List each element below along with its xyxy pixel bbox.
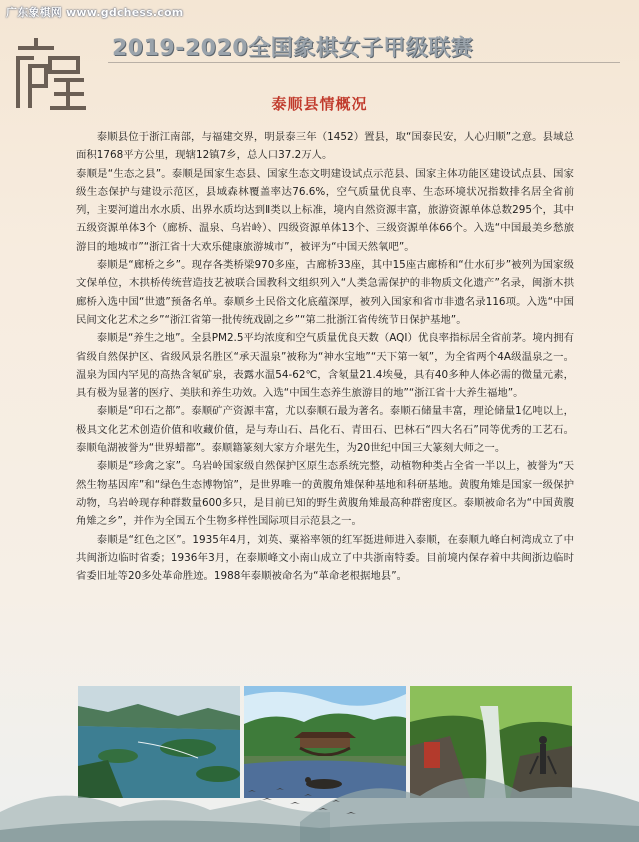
ink-mountains-decoration (0, 752, 639, 842)
paragraph-revolution: 泰顺是“红色之区”。1935年4月，刘英、粟裕率领的红军挺进师进入泰顺，在泰顺九峰白柯湾成立了中共闽浙边临时省委；1936年3月，在泰顺峰文小南山成立了中共浙南特委。目前境内保存着中共闽浙边临时省委旧址等20多处革命胜迹。1988年泰顺被命名为“革命老根据地县”。 (76, 533, 574, 583)
article-body (76, 128, 574, 585)
paragraph-bridges: 泰顺是“廊桥之乡”。现存各类桥梁970多座，古廊桥33座，其中15座古廊桥和“仕水矴步”被列为国家级文保单位，木拱桥传统营造技艺被联合国教科文组织列入“人类急需保护的非物质文化遗产”名录，闽浙木拱廊桥入选中国“世遗”预备名单。泰顺乡土民俗文化底蕴深厚，被列入国家和省市非遗名录116项。入选“中国民间文化艺术之乡”“浙江省第一批传统戏剧之乡”“第二批浙江省传统节日保护基地”。 (76, 259, 574, 326)
paragraph-seal-stone: 泰顺是“印石之都”。泰顺矿产资源丰富，尤以泰顺石最为著名。泰顺石储量丰富，理论储量1亿吨以上，极具文化艺术创造价值和收藏价值，是与寿山石、昌化石、青田石、巴林石“四大名石”同等优秀的工艺石。泰顺龟湖被誉为“世界蜡都”。泰顺籍篆刻大家方介堪先生，为20世纪中国三大篆刻大师之一。 (76, 405, 574, 455)
article-title: 泰顺县情概况 (271, 95, 368, 113)
paragraph-health: 泰顺是“养生之地”。全县PM2.5平均浓度和空气质量优良天数（AQI）优良率指标居全省前茅。境内拥有省级自然保护区、省级风景名胜区“承天温泉”被称为“神水宝地”“天下第一氡”，为全省两个4A级温泉之一。温泉为国内罕见的高热含氡矿泉，表露水温54-62℃，含氡量21.4埃曼，具有40多种人体必需的微量元素，具有极为显著的医疗、美肤和养生功效。入选“中国生态养生旅游目的地”“浙江省十大养生福地”。 (76, 332, 574, 400)
header-divider (108, 62, 620, 63)
paragraph-intro: 泰顺县位于浙江南部，与福建交界，明景泰三年（1452）置县，取“国泰民安，人心归顺”之意。县域总面积1768平方公里，现辖12镇7乡，总人口37.2万人。 (76, 131, 574, 162)
paragraph-ecology: 泰顺是“生态之县”。泰顺是国家生态县、国家生态文明建设试点示范县、国家主体功能区建设试点县、国家级生态保护与建设示范区，县域森林覆盖率达76.6%，空气质量优良率、生态环境状况指数排名居全省前列，主要河道出水水质、出界水质均达到Ⅱ类以上标准，境内自然资源丰富，旅游资源单体总数295个，其中五级资源单体3个（廊桥、温泉、乌岩岭）、四级资源单体13个、三级资源单体66个。入选“中国最美乡愁旅游目的地城市”“浙江省十大欢乐健康旅游城市”，被评为“中国天然氧吧”。 (76, 167, 574, 253)
paragraph-rare-birds: 泰顺是“珍禽之家”。乌岩岭国家级自然保护区原生态系统完整，动植物种类占全省一半以上，被誉为“天然生物基因库”和“绿色生态博物馆”，是世界唯一的黄腹角雉保种基地和科研基地。黄腹角雉是国家一级保护动物，乌岩岭现存种群数量600多只，是目前已知的野生黄腹角雉最高种群密度区。泰顺被命名为“中国黄腹角雉之乡”，并作为全国五个生物多样性国际项目示范县之一。 (76, 460, 574, 528)
site-watermark: 广东象棋网 www.gdchess.com (6, 6, 184, 19)
league-title: 2019-2020全国象棋女子甲级联赛 (112, 36, 474, 61)
